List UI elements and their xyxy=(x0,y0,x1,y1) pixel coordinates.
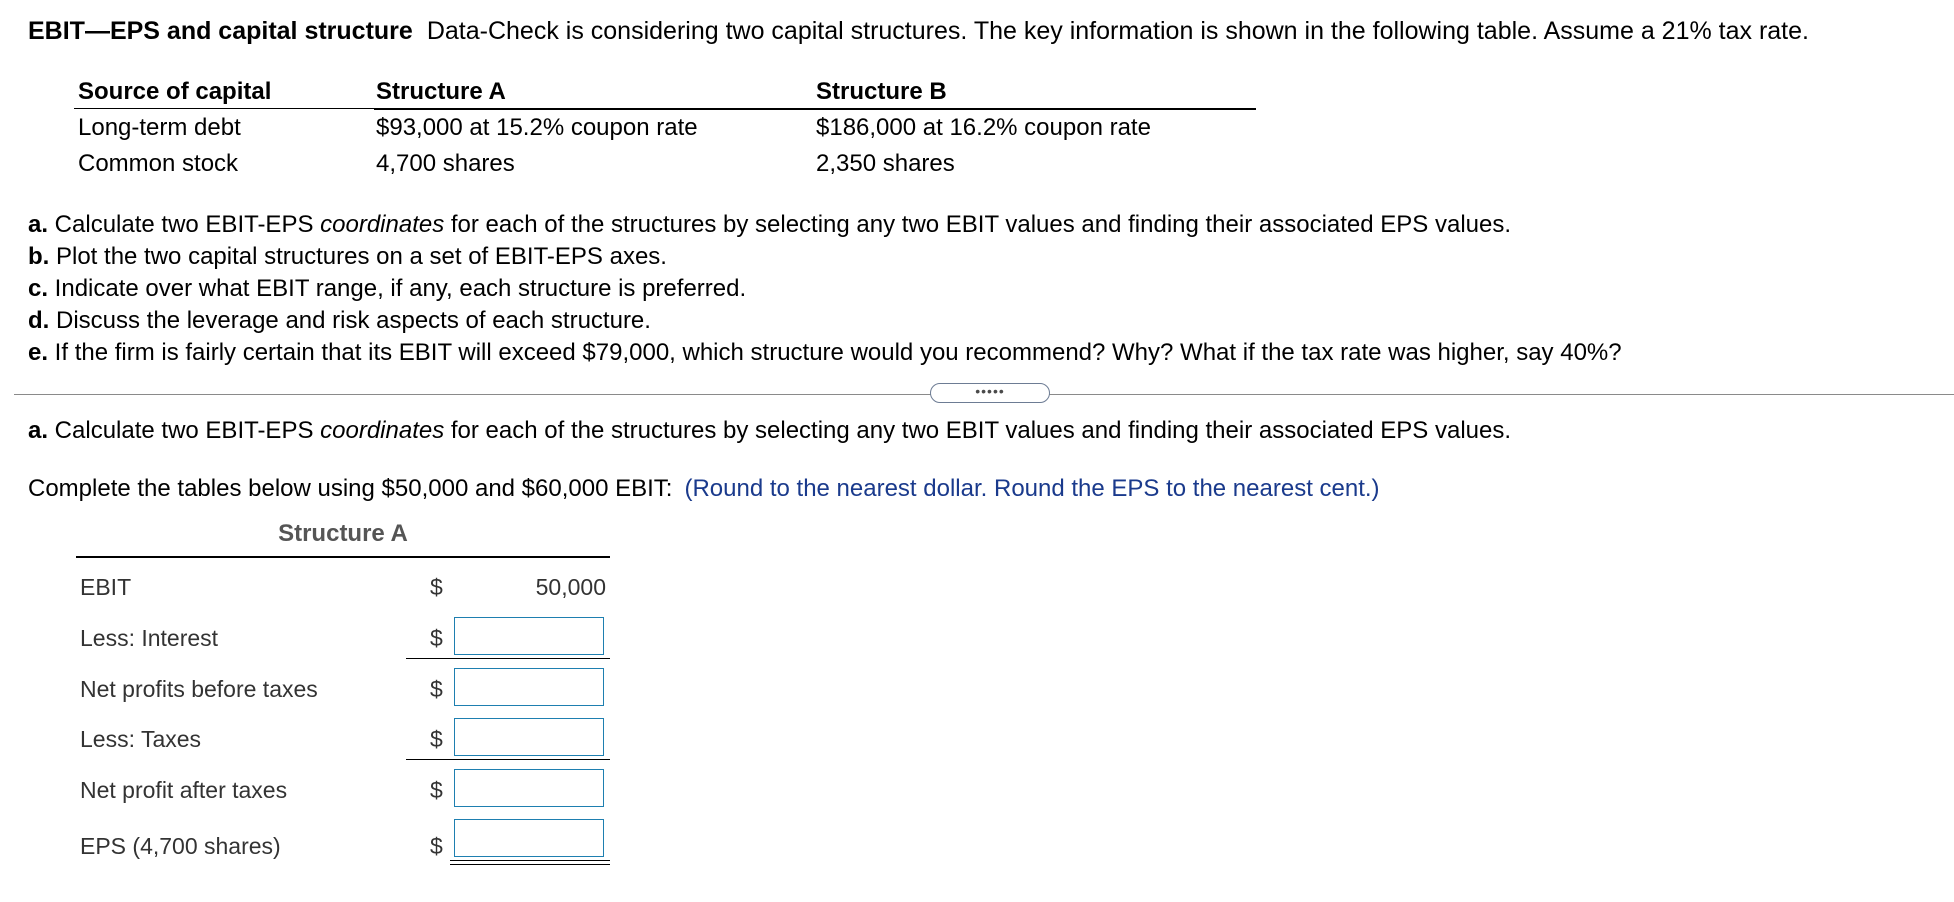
rounding-hint: (Round to the nearest dollar. Round the EPS to the nearest cent.) xyxy=(684,475,1380,502)
stock-structure-b: 2,350 shares xyxy=(816,150,955,177)
header-rule-left xyxy=(74,108,374,109)
total-double-rule xyxy=(450,860,610,865)
header-source: Source of capital xyxy=(78,78,272,105)
debt-structure-a: $93,000 at 15.2% coupon rate xyxy=(376,114,698,141)
question-e xyxy=(28,337,1622,369)
dollar-sign: $ xyxy=(430,777,443,803)
question-d xyxy=(28,305,1622,337)
title-rule xyxy=(76,556,610,558)
part-a-letter: a. xyxy=(28,417,49,444)
row-label-stock: Common stock xyxy=(78,150,239,177)
npbt-input[interactable] xyxy=(454,668,604,706)
subtotal-rule xyxy=(406,759,610,760)
question-text: Plot the two capital structures on a set of EBIT-EPS axes. xyxy=(49,243,667,270)
row-less-interest xyxy=(76,615,610,657)
question-text: Discuss the leverage and risk aspects of each structure. xyxy=(49,307,651,334)
header-structure-a: Structure A xyxy=(376,78,506,105)
question-letter: b. xyxy=(28,243,50,270)
question-text: for each of the structures by selecting any two EBIT values and finding their associated EPS values. xyxy=(444,211,1512,238)
subtotal-rule xyxy=(406,658,610,659)
question-b xyxy=(28,241,1622,273)
question-letter: a. xyxy=(28,211,49,238)
debt-structure-b: $186,000 at 16.2% coupon rate xyxy=(816,114,1151,141)
dollar-sign: $ xyxy=(430,676,443,702)
capital-structure-table xyxy=(74,74,1256,182)
row-less-taxes xyxy=(76,716,610,758)
question-letter: d. xyxy=(28,307,50,334)
problem-intro-text: Data-Check is considering two capital structures. The key information is shown in the following table. Assume a 21% tax rate. xyxy=(426,17,1809,45)
row-eps xyxy=(76,817,610,859)
question-emphasis: coordinates xyxy=(320,211,445,238)
problem-title: EBIT—EPS and capital structure xyxy=(28,17,413,45)
taxes-input[interactable] xyxy=(454,718,604,756)
header-structure-b: Structure B xyxy=(816,78,947,105)
stock-structure-a: 4,700 shares xyxy=(376,150,515,177)
question-list xyxy=(28,209,1622,369)
capital-table-header xyxy=(74,74,1256,110)
table-row xyxy=(74,146,1256,182)
question-text: Indicate over what EBIT range, if any, each structure is preferred. xyxy=(48,275,747,302)
dollar-sign: $ xyxy=(430,574,443,600)
ebit-label: EBIT xyxy=(80,574,132,600)
question-text: Calculate two EBIT-EPS xyxy=(48,211,321,238)
row-label-debt: Long-term debt xyxy=(78,114,241,141)
eps-input[interactable] xyxy=(454,819,604,857)
instructions xyxy=(28,473,1380,505)
row-net-profits-before-taxes xyxy=(76,666,610,708)
structure-a-title: Structure A xyxy=(278,520,408,547)
part-a-text: for each of the structures by selecting any two EBIT values and finding their associated EPS values. xyxy=(444,417,1512,444)
npbt-label: Net profits before taxes xyxy=(80,676,318,702)
dollar-sign: $ xyxy=(430,833,443,859)
npat-label: Net profit after taxes xyxy=(80,777,288,803)
question-a xyxy=(28,209,1622,241)
row-net-profit-after-taxes xyxy=(76,767,610,809)
interest-input[interactable] xyxy=(454,617,604,655)
dollar-sign: $ xyxy=(430,625,443,651)
taxes-label: Less: Taxes xyxy=(80,726,202,752)
row-ebit xyxy=(76,564,610,606)
instructions-text: Complete the tables below using $50,000 and $60,000 EBIT: xyxy=(28,475,673,502)
npat-input[interactable] xyxy=(454,769,604,807)
part-a-emphasis: coordinates xyxy=(320,417,445,444)
ebit-value: 50,000 xyxy=(535,574,606,600)
question-letter: c. xyxy=(28,275,49,302)
problem-statement xyxy=(28,14,1809,48)
interest-label: Less: Interest xyxy=(80,625,219,651)
part-a-prompt xyxy=(28,415,1511,447)
question-letter: e. xyxy=(28,339,49,366)
question-text: If the firm is fairly certain that its EBIT will exceed $79,000, which structure would you recommend? Why? What if the tax rate was higher, say 40%? xyxy=(48,339,1622,366)
part-a-text: Calculate two EBIT-EPS xyxy=(48,417,321,444)
table-row xyxy=(74,110,1256,146)
dollar-sign: $ xyxy=(430,726,443,752)
expand-handle-button[interactable]: ••••• xyxy=(930,383,1050,403)
question-c xyxy=(28,273,1622,305)
eps-label: EPS (4,700 shares) xyxy=(80,833,281,859)
